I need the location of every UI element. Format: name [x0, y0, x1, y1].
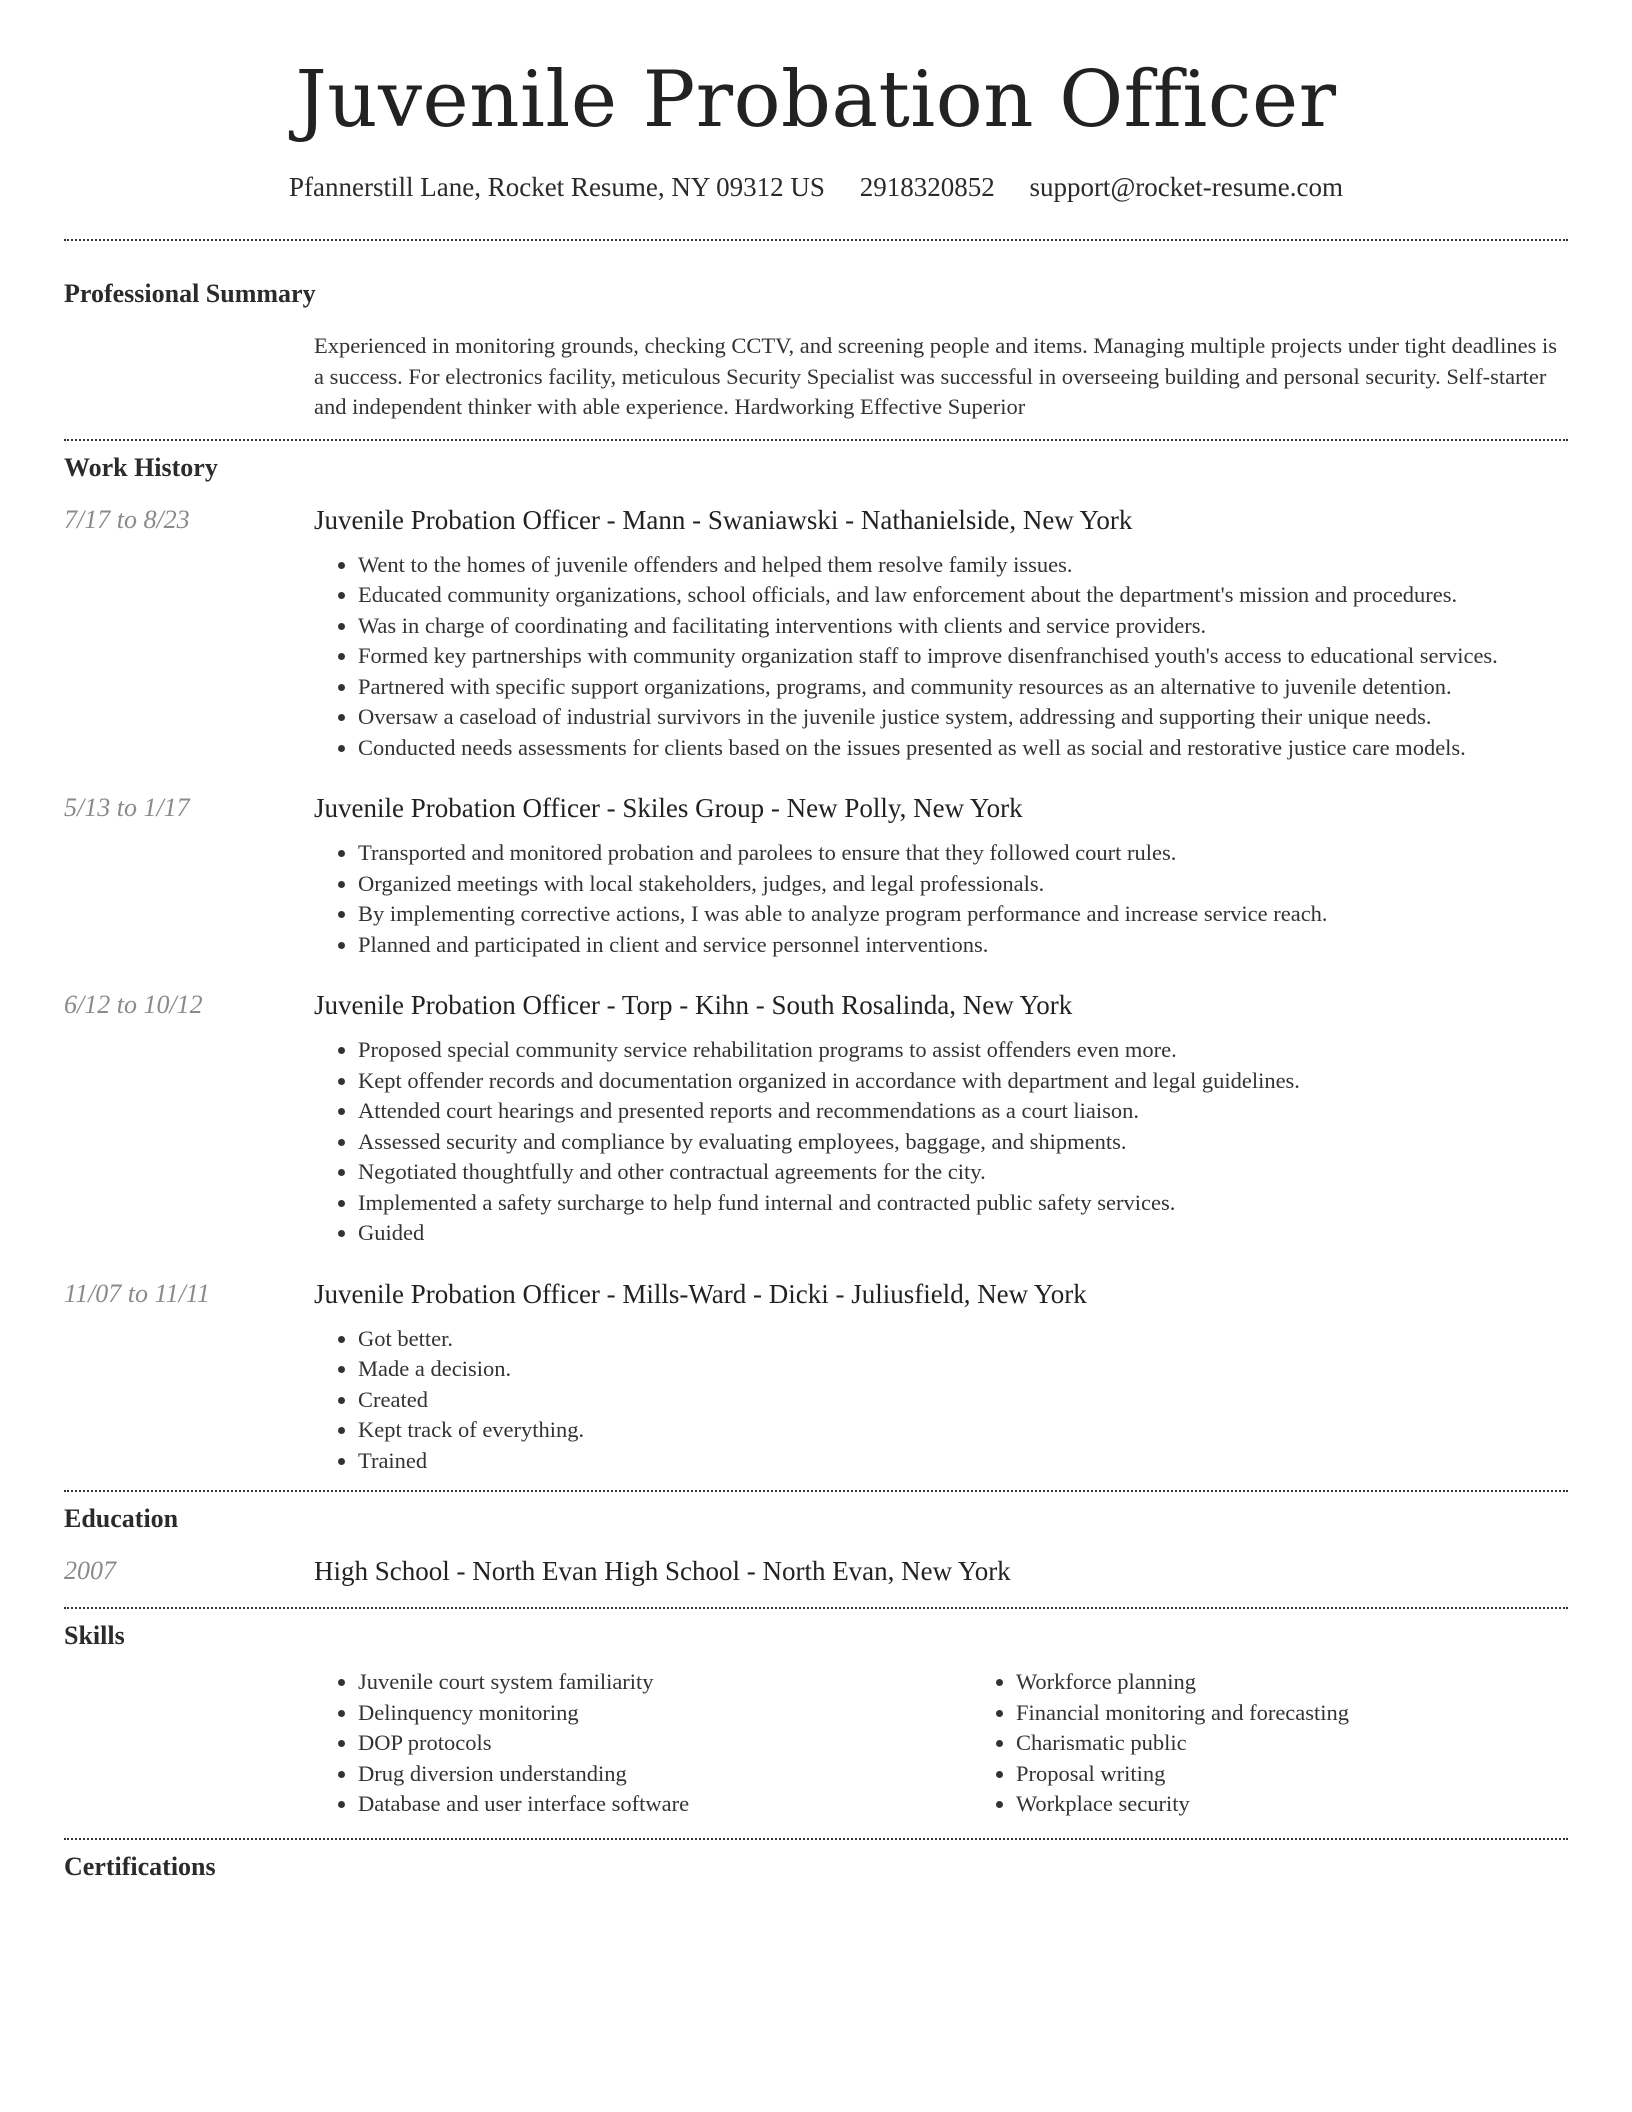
list-item: • Trained [358, 1446, 1568, 1477]
job-heading: Juvenile Probation Officer - Mann - Swaniawski - Nathanielside, New York [314, 504, 1133, 535]
list-item: • Went to the homes of juvenile offenders and helped them resolve family issues. [358, 550, 1568, 581]
section-title-education: Education [64, 1504, 179, 1533]
list-item: • Educated community organizations, school officials, and law enforcement about the department's mission and procedures. [358, 580, 1568, 611]
skill-item: • Juvenile court system familiarity [358, 1667, 972, 1698]
divider [64, 1838, 1568, 1840]
education-heading: High School - North Evan High School - North Evan, New York [314, 1556, 1011, 1586]
job-bullets [314, 838, 1568, 960]
list-item: • Formed key partnerships with community organization staff to improve disenfranchised youth's access to educational services. [358, 641, 1568, 672]
list-item: • Attended court hearings and presented reports and recommendations as a court liaison. [358, 1096, 1568, 1127]
skill-item: • Database and user interface software [358, 1789, 972, 1820]
section-title-summary: Professional Summary [64, 279, 316, 308]
list-item: • Proposed special community service rehabilitation programs to assist offenders even more. [358, 1035, 1568, 1066]
job-bullets [314, 550, 1568, 764]
list-item: • Got better. [358, 1324, 1568, 1355]
job-bullets [314, 1324, 1568, 1477]
phone: 2918320852 [859, 172, 995, 202]
list-item: • Assessed security and compliance by evaluating employees, baggage, and shipments. [358, 1127, 1568, 1158]
skill-item: • Financial monitoring and forecasting [1016, 1698, 1630, 1729]
job-dates: 7/17 to 8/23 [64, 504, 190, 534]
skills-list-right [972, 1667, 1630, 1820]
list-item: • Organized meetings with local stakeholders, judges, and legal professionals. [358, 869, 1568, 900]
list-item: • Oversaw a caseload of industrial survivors in the juvenile justice system, addressing and supporting their unique needs. [358, 702, 1568, 733]
list-item: • Was in charge of coordinating and facilitating interventions with clients and service providers. [358, 611, 1568, 642]
divider [64, 439, 1568, 441]
job-heading: Juvenile Probation Officer - Mills-Ward - Dicki - Juliusfield, New York [314, 1278, 1087, 1309]
job-entry [64, 505, 1568, 764]
list-item: • Created [358, 1385, 1568, 1416]
certifications-section [64, 1852, 1568, 1882]
address: Pfannerstill Lane, Rocket Resume, NY 09312 US [289, 172, 825, 202]
list-item: • Transported and monitored probation and parolees to ensure that they followed court rules. [358, 838, 1568, 869]
divider [64, 1490, 1568, 1492]
contact-line [64, 172, 1568, 203]
job-dates: 6/12 to 10/12 [64, 990, 203, 1019]
job-heading: Juvenile Probation Officer - Torp - Kihn - South Rosalinda, New York [314, 990, 1073, 1020]
job-heading: Juvenile Probation Officer - Skiles Group - New Polly, New York [314, 793, 1023, 823]
resume-page [64, 0, 1568, 1882]
email: support@rocket-resume.com [1029, 172, 1343, 202]
list-item: • Kept track of everything. [358, 1415, 1568, 1446]
skill-item: • Workplace security [1016, 1789, 1630, 1820]
candidate-name: Juvenile Probation Officer [295, 55, 1337, 145]
divider [64, 1607, 1568, 1609]
section-title-skills: Skills [64, 1621, 125, 1650]
skills-section [64, 1621, 1568, 1820]
section-title-work: Work History [64, 452, 218, 482]
summary-section [64, 279, 1568, 423]
list-item: • Kept offender records and documentation organized in accordance with department and legal guidelines. [358, 1066, 1568, 1097]
list-item: • Implemented a safety surcharge to help fund internal and contracted public safety services. [358, 1188, 1568, 1219]
skill-item: • Workforce planning [1016, 1667, 1630, 1698]
skills-list-left [314, 1667, 972, 1820]
job-bullets [314, 1035, 1568, 1249]
job-entry [64, 793, 1568, 960]
section-title-certifications: Certifications [64, 1851, 216, 1881]
skill-item: • DOP protocols [358, 1728, 972, 1759]
divider [64, 239, 1568, 241]
education-year: 2007 [64, 1556, 116, 1585]
job-entry [64, 1279, 1568, 1477]
list-item: • Negotiated thoughtfully and other contractual agreements for the city. [358, 1157, 1568, 1188]
skill-item: • Charismatic public [1016, 1728, 1630, 1759]
work-history-section [64, 453, 1568, 1477]
job-entry [64, 990, 1568, 1249]
skill-item: • Delinquency monitoring [358, 1698, 972, 1729]
list-item: • By implementing corrective actions, I was able to analyze program performance and increase service reach. [358, 899, 1568, 930]
list-item: • Partnered with specific support organizations, programs, and community resources as an alternative to juvenile detention. [358, 672, 1568, 703]
skill-item: • Proposal writing [1016, 1759, 1630, 1790]
education-section [64, 1504, 1568, 1587]
list-item: • Guided [358, 1218, 1568, 1249]
skill-item: • Drug diversion understanding [358, 1759, 972, 1790]
job-dates: 5/13 to 1/17 [64, 793, 190, 822]
summary-text: Experienced in monitoring grounds, checking CCTV, and screening people and items. Managing multiple projects under tight deadlines is a success. For electronics facility, meticulous Security Specialist was successful in overseeing building and personal security. Self-starter and independent thinker with able experience. Hardworking Effective Superior [314, 333, 1558, 419]
list-item: • Conducted needs assessments for clients based on the issues presented as well as social and restorative justice care models. [358, 733, 1568, 764]
job-dates: 11/07 to 11/11 [64, 1278, 210, 1308]
list-item: • Planned and participated in client and service personnel interventions. [358, 930, 1568, 961]
list-item: • Made a decision. [358, 1354, 1568, 1385]
